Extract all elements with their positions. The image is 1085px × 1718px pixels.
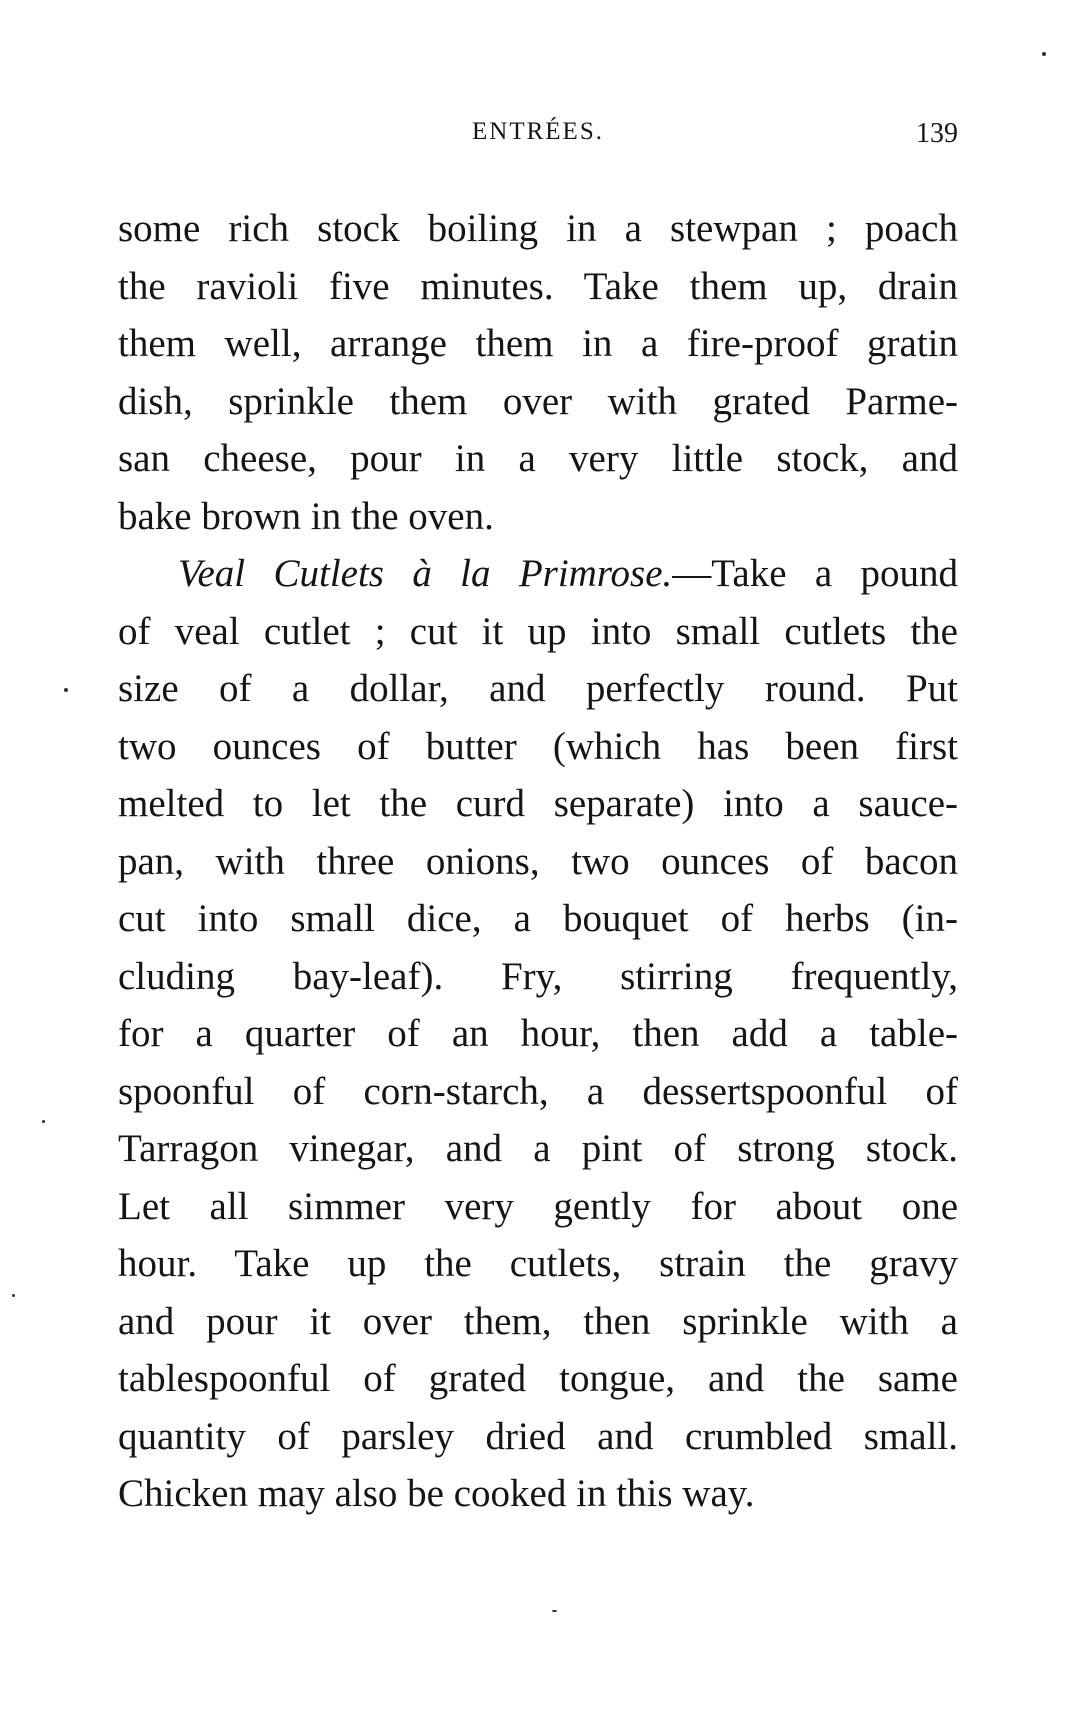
text-line: and pour it over them, then sprinkle with a [118, 1299, 958, 1343]
text-line: cut into small dice, a bouquet of herbs (in- [118, 897, 958, 940]
scan-speck [12, 1294, 15, 1297]
recipe-first-line-text: —Take a pound [672, 552, 958, 595]
text-line: size of a dollar, and perfectly round. Put [118, 667, 958, 710]
text-line: hour. Take up the cutlets, strain the gravy [118, 1242, 958, 1285]
text-line: melted to let the curd separate) into a sauce- [118, 782, 958, 825]
text-line: some rich stock boiling in a stewpan ; poach [118, 207, 958, 250]
text-line: bake brown in the oven. [118, 494, 494, 538]
text-line: tablespoonful of grated tongue, and the same [118, 1357, 958, 1400]
scan-speck [1042, 52, 1046, 56]
text-line: the ravioli five minutes. Take them up, drain [118, 264, 958, 308]
text-line: of veal cutlet ; cut it up into small cutlets the [118, 609, 958, 653]
scan-speck [64, 688, 68, 692]
scan-speck [42, 1120, 45, 1123]
text-line: quantity of parsley dried and crumbled small. [118, 1414, 958, 1458]
text-line: Tarragon vinegar, and a pint of strong stock. [118, 1127, 958, 1170]
body-text [118, 200, 958, 1523]
text-line: for a quarter of an hour, then add a table- [118, 1012, 958, 1055]
running-head [118, 118, 958, 158]
recipe-heading-line [118, 545, 958, 603]
text-line: cluding bay-leaf). Fry, stirring frequently, [118, 954, 958, 998]
text-line: spoonful of corn-starch, a dessertspoonful of [118, 1069, 958, 1113]
text-line: two ounces of butter (which has been first [118, 724, 958, 768]
text-line: Chicken may also be cooked in this way. [118, 1472, 755, 1515]
text-line: them well, arrange them in a fire-proof gratin [118, 322, 958, 365]
text-line: pan, with three onions, two ounces of bacon [118, 839, 958, 883]
scan-speck [552, 1610, 557, 1612]
text-line: Let all simmer very gently for about one [118, 1184, 958, 1228]
text-line: san cheese, pour in a very little stock, and [118, 437, 958, 480]
page-number: 139 [916, 118, 958, 149]
recipe-title: Veal Cutlets à la Primrose. [178, 552, 673, 595]
text-line: dish, sprinkle them over with grated Parme- [118, 379, 958, 423]
section-title: ENTRÉES. [472, 118, 604, 145]
